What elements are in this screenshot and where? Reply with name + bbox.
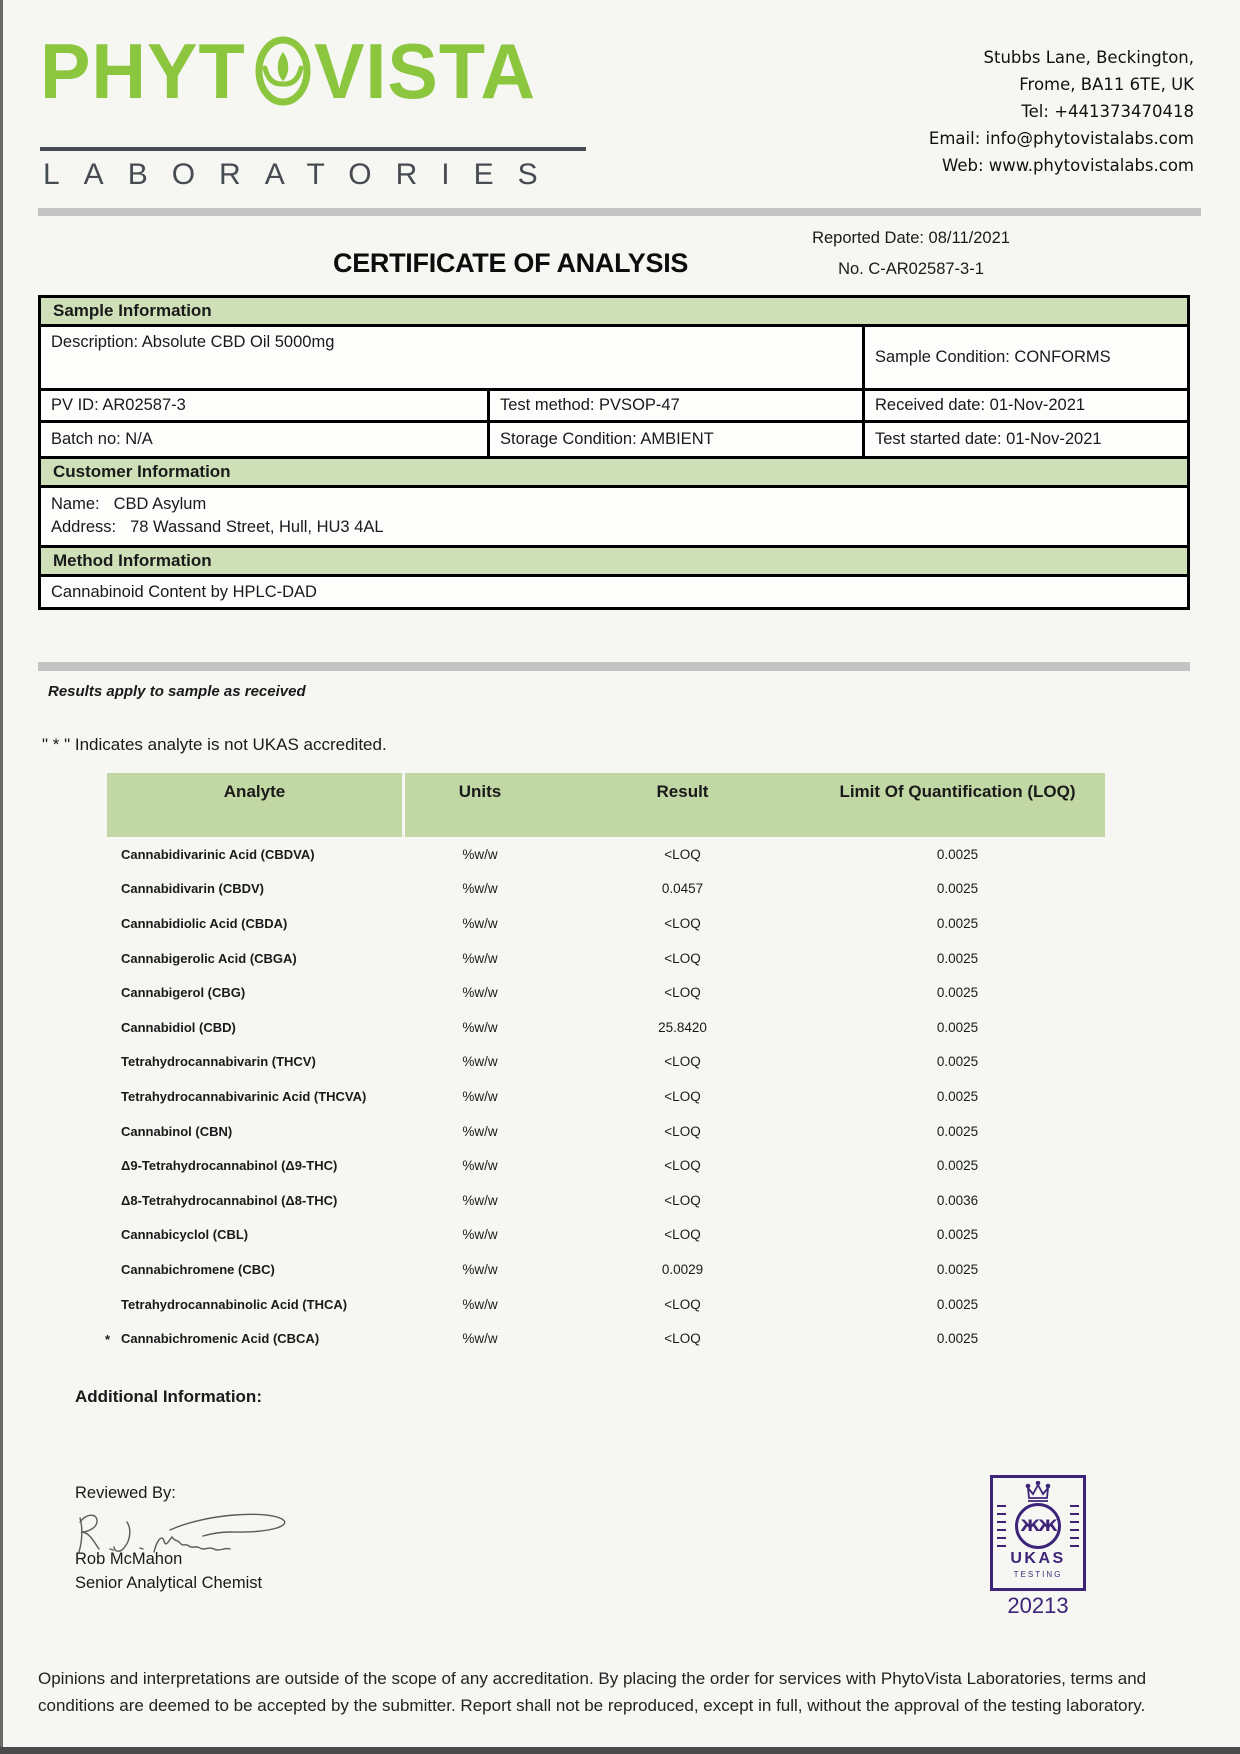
units-cell: %w/w (462, 985, 498, 1001)
section-divider (38, 662, 1190, 671)
not-accredited-flag: * (105, 1332, 111, 1348)
loq-cell: 0.0025 (936, 1296, 979, 1312)
result-cell: <LOQ (664, 1158, 701, 1174)
customer-address: 78 Wassand Street, Hull, HU3 4AL (130, 518, 384, 536)
lab-contact-block (929, 44, 1194, 179)
loq-cell: 0.0025 (936, 1054, 979, 1070)
units-cell: %w/w (462, 881, 498, 897)
sample-description: Description: Absolute CBD Oil 5000mg (41, 327, 865, 388)
loq-cell: 0.0025 (936, 1227, 979, 1243)
result-cell: <LOQ (664, 915, 701, 931)
contact-address-line2: Frome, BA11 6TE, UK (1019, 75, 1194, 94)
analyte-cell: Cannabidivarin (CBDV) (121, 881, 265, 897)
reported-date: Reported Date: 08/11/2021 (812, 229, 1010, 247)
result-cell: <LOQ (664, 1296, 701, 1312)
loq-cell: 0.0025 (936, 1331, 979, 1347)
reviewer-title: Senior Analytical Chemist (75, 1574, 263, 1592)
loq-cell: 0.0025 (936, 1261, 979, 1277)
analyte-cell: Δ8-Tetrahydrocannabinol (Δ8-THC) (121, 1192, 338, 1208)
additional-information-label: Additional Information: (75, 1387, 262, 1406)
units-cell: %w/w (462, 1261, 498, 1277)
report-meta (780, 226, 1042, 281)
loq-cell: 0.0025 (936, 1123, 979, 1139)
method-information-title: Method Information (53, 551, 212, 570)
loq-cell: 0.0025 (936, 915, 979, 931)
table-row (107, 1079, 1105, 1114)
analyte-cell: Cannabigerol (CBG) (121, 985, 246, 1001)
page-left-edge (0, 0, 3, 1754)
loq-cell: 0.0025 (936, 846, 979, 862)
analyte-cell: Δ9-Tetrahydrocannabinol (Δ9-THC) (121, 1158, 338, 1174)
footer-disclaimer: Opinions and interpretations are outside of the scope of any accreditation. By placing the order for services with PhytoVista Laboratories, terms and conditions are deemed to be accepted by the submitter. Report shall not be reproduced, except in full, without the approval of the testing laboratory. (38, 1669, 1147, 1715)
logo-underline (40, 147, 586, 151)
logo-text-part2: VISTA (314, 26, 537, 115)
leaf-icon (254, 36, 312, 111)
result-cell: 25.8420 (658, 1019, 707, 1035)
page-bottom-edge (0, 1747, 1240, 1754)
result-cell: <LOQ (664, 1088, 701, 1104)
pv-id: PV ID: AR02587-3 (41, 391, 490, 420)
analyte-cell: Cannabinol (CBN) (121, 1123, 233, 1139)
result-cell: 0.0029 (661, 1261, 704, 1277)
loq-cell: 0.0025 (936, 1158, 979, 1174)
units-cell: %w/w (462, 1123, 498, 1139)
analyte-cell: Cannabigerolic Acid (CBGA) (121, 950, 297, 966)
contact-web: Web: www.phytovistalabs.com (941, 156, 1194, 175)
result-cell: <LOQ (664, 1123, 701, 1139)
received-date: Received date: 01-Nov-2021 (875, 396, 1086, 414)
analyte-cell: Cannabidiolic Acid (CBDA) (121, 915, 288, 931)
table-row (107, 1321, 1105, 1356)
column-header-loq: Limit Of Quantification (LOQ) (839, 782, 1076, 801)
sample-description-row (41, 327, 1187, 391)
customer-details (41, 488, 1187, 548)
analyte-cell: Tetrahydrocannabinolic Acid (THCA) (121, 1296, 348, 1312)
test-started-date: Test started date: 01-Nov-2021 (875, 430, 1102, 448)
result-cell: <LOQ (664, 950, 701, 966)
table-row (107, 906, 1105, 941)
sample-information-header (41, 298, 1187, 327)
result-cell: <LOQ (664, 985, 701, 1001)
contact-phone: Tel: +441373470418 (1021, 102, 1194, 121)
units-cell: %w/w (462, 1227, 498, 1243)
units-cell: %w/w (462, 1296, 498, 1312)
reviewer-name: Rob McMahon (75, 1550, 183, 1568)
analyte-cell: * Cannabichromenic Acid (CBCA) (105, 1331, 320, 1348)
results-table-header (107, 773, 1105, 837)
loq-cell: 0.0025 (936, 881, 979, 897)
units-cell: %w/w (462, 1054, 498, 1070)
loq-cell: 0.0025 (936, 985, 979, 1001)
storage-condition: Storage Condition: AMBIENT (490, 423, 865, 456)
information-tables (38, 295, 1190, 610)
sample-batch-row (41, 423, 1187, 459)
contact-email: Email: info@phytovistalabs.com (928, 129, 1194, 148)
table-row (107, 1114, 1105, 1149)
test-method: Test method: PVSOP-47 (490, 391, 865, 420)
units-cell: %w/w (462, 1192, 498, 1208)
results-table (107, 773, 1105, 1356)
result-cell: <LOQ (664, 1331, 701, 1347)
loq-cell: 0.0025 (936, 1088, 979, 1104)
method-information-header (41, 548, 1187, 577)
column-header-analyte: Analyte (107, 773, 405, 837)
units-cell: %w/w (462, 846, 498, 862)
units-cell: %w/w (462, 1158, 498, 1174)
table-row (107, 1252, 1105, 1287)
method-description: Cannabinoid Content by HPLC-DAD (51, 582, 317, 601)
customer-name-line: Name: CBD Asylum (51, 495, 207, 513)
units-cell: %w/w (462, 1019, 498, 1035)
customer-information-header (41, 459, 1187, 488)
logo-text-part1: PHYT (40, 26, 246, 115)
units-cell: %w/w (462, 1088, 498, 1104)
table-row (107, 1148, 1105, 1183)
sample-ids-row (41, 391, 1187, 423)
analyte-cell: Cannabidiol (CBD) (121, 1019, 236, 1035)
table-row (107, 941, 1105, 976)
table-row (107, 1010, 1105, 1045)
table-row (107, 1218, 1105, 1253)
units-cell: %w/w (462, 1331, 498, 1347)
result-cell: <LOQ (664, 846, 701, 862)
certificate-number: No. C-AR02587-3-1 (838, 260, 984, 278)
table-row (107, 872, 1105, 907)
loq-cell: 0.0025 (936, 1019, 979, 1035)
results-table-body (107, 837, 1105, 1356)
column-header-units: Units (458, 782, 502, 801)
table-row (107, 1045, 1105, 1080)
result-cell: <LOQ (664, 1054, 701, 1070)
phytovista-logo (40, 26, 543, 115)
result-cell: 0.0457 (661, 881, 704, 897)
table-row (107, 975, 1105, 1010)
sample-condition: Sample Condition: CONFORMS (875, 348, 1111, 366)
ukas-mark-icon: ЖЖ (1015, 1503, 1061, 1549)
customer-information-title: Customer Information (53, 462, 231, 481)
sample-information-title: Sample Information (53, 301, 212, 320)
analyte-cell: Cannabichromene (CBC) (121, 1261, 275, 1277)
ukas-accreditation-number: 20213 (1007, 1593, 1069, 1618)
table-row (107, 1287, 1105, 1322)
customer-name: CBD Asylum (113, 495, 207, 513)
units-cell: %w/w (462, 915, 498, 931)
ukas-left-ticks (997, 1505, 1006, 1551)
result-cell: <LOQ (664, 1227, 701, 1243)
contact-address-line1: Stubbs Lane, Beckington, (983, 48, 1194, 67)
units-cell: %w/w (462, 950, 498, 966)
table-row (107, 837, 1105, 872)
header-divider (38, 208, 1201, 216)
ukas-right-ticks (1070, 1505, 1079, 1551)
accreditation-note: " * " Indicates analyte is not UKAS accredited. (42, 735, 387, 754)
analyte-cell: Tetrahydrocannabivarin (THCV) (121, 1054, 316, 1070)
page-title: CERTIFICATE OF ANALYSIS (333, 248, 689, 278)
ukas-accreditation-badge (990, 1475, 1086, 1591)
ukas-label: UKAS (1010, 1550, 1066, 1567)
logo-subtitle: LABORATORIES (43, 158, 562, 191)
loq-cell: 0.0036 (936, 1192, 979, 1208)
table-row (107, 1183, 1105, 1218)
batch-no: Batch no: N/A (41, 423, 490, 456)
customer-address-line: Address: 78 Wassand Street, Hull, HU3 4AL (51, 518, 384, 536)
analyte-cell: Tetrahydrocannabivarinic Acid (THCVA) (121, 1088, 367, 1104)
loq-cell: 0.0025 (936, 950, 979, 966)
results-note: Results apply to sample as received (48, 683, 306, 700)
result-cell: <LOQ (664, 1192, 701, 1208)
reviewed-by-label: Reviewed By: (75, 1484, 176, 1502)
column-header-result: Result (656, 782, 709, 801)
ukas-testing-label: TESTING (1013, 1570, 1063, 1579)
analyte-cell: Cannabicyclol (CBL) (121, 1227, 249, 1243)
analyte-cell: Cannabidivarinic Acid (CBDVA) (121, 846, 315, 862)
